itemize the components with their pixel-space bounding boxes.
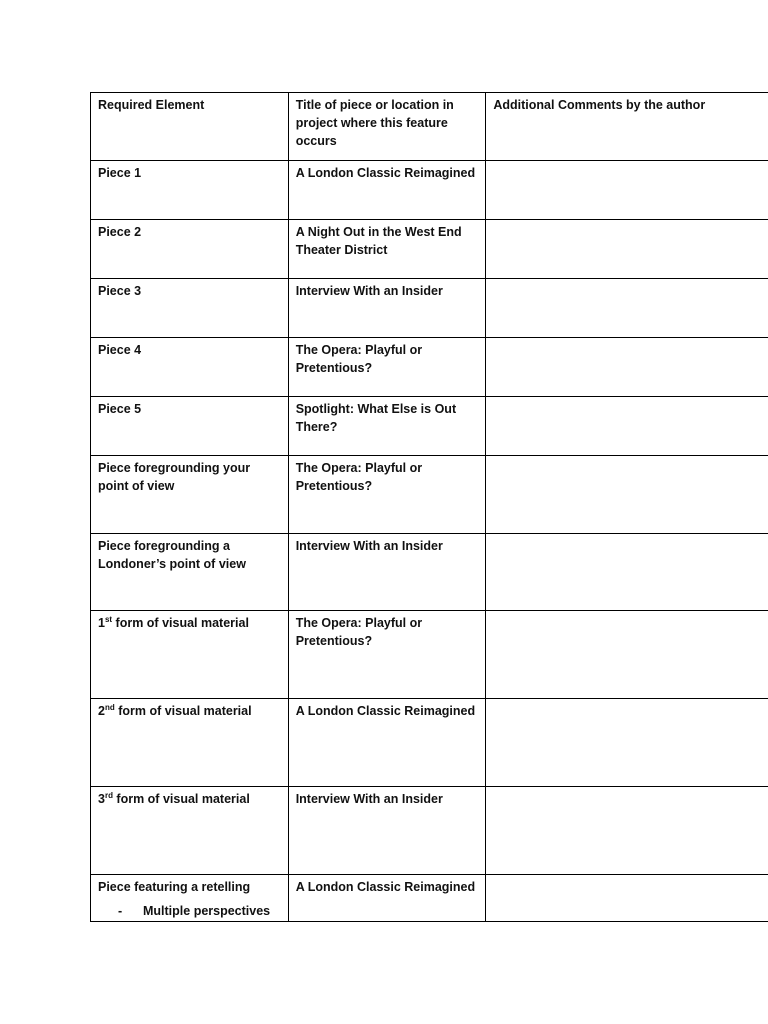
header-additional-comments: Additional Comments by the author: [486, 93, 768, 161]
row-comment: [486, 220, 768, 279]
row-title: Interview With an Insider: [288, 787, 486, 875]
row-comment: [486, 875, 768, 922]
table-row: [91, 456, 768, 534]
row-title: A London Classic Reimagined: [288, 699, 486, 787]
table-row: [91, 699, 768, 787]
ordinal-suffix: rd: [104, 790, 113, 800]
ordinal-number: 3: [98, 792, 105, 806]
row-title: Interview With an Insider: [288, 279, 486, 338]
row-element: Piece 5: [91, 397, 289, 456]
row-comment: [486, 279, 768, 338]
ordinal-number: 2: [98, 704, 105, 718]
row-element: Piece 3: [91, 279, 289, 338]
row-comment: [486, 161, 768, 220]
table-row: [91, 220, 768, 279]
element-text: form of visual material: [112, 616, 249, 630]
row-comment: [486, 397, 768, 456]
ordinal-suffix: st: [104, 614, 113, 624]
row-title: The Opera: Playful or Pretentious?: [288, 611, 486, 699]
header-title-location: Title of piece or location in project where this feature occurs: [288, 93, 486, 161]
row-comment: [486, 534, 768, 611]
table-row: [91, 397, 768, 456]
element-text: Piece featuring a retelling: [98, 880, 251, 894]
table-row: [91, 279, 768, 338]
row-comment: [486, 699, 768, 787]
row-comment: [486, 611, 768, 699]
table-row: [91, 787, 768, 875]
row-title: Interview With an Insider: [288, 534, 486, 611]
row-element: Piece 2: [91, 220, 289, 279]
ordinal-number: 1: [98, 616, 105, 630]
row-element: Piece foregrounding a Londoner’s point of view: [91, 534, 289, 611]
row-comment: [486, 338, 768, 397]
table-row: [91, 611, 768, 699]
ordinal-suffix: nd: [104, 702, 115, 712]
table-row: [91, 338, 768, 397]
requirements-table: [90, 92, 768, 922]
element-text: form of visual material: [114, 704, 252, 718]
bullet-text: Multiple perspectives: [143, 904, 271, 918]
row-element: [91, 699, 289, 787]
bullet-dash: -: [118, 904, 123, 918]
row-title: A Night Out in the West End Theater District: [288, 220, 486, 279]
sub-bullet: [98, 902, 281, 920]
row-element: [91, 787, 289, 875]
table-row: [91, 875, 768, 922]
row-element: Piece foregrounding your point of view: [91, 456, 289, 534]
row-title: Spotlight: What Else is Out There?: [288, 397, 486, 456]
row-element: Piece 1: [91, 161, 289, 220]
row-title: The Opera: Playful or Pretentious?: [288, 338, 486, 397]
row-element: [91, 875, 289, 922]
header-required-element: Required Element: [91, 93, 289, 161]
table-row: [91, 534, 768, 611]
table-row: [91, 161, 768, 220]
row-element: Piece 4: [91, 338, 289, 397]
row-element: [91, 611, 289, 699]
table-header-row: [91, 93, 768, 161]
row-comment: [486, 456, 768, 534]
element-text: form of visual material: [112, 792, 250, 806]
row-title: A London Classic Reimagined: [288, 875, 486, 922]
row-comment: [486, 787, 768, 875]
row-title: A London Classic Reimagined: [288, 161, 486, 220]
row-title: The Opera: Playful or Pretentious?: [288, 456, 486, 534]
